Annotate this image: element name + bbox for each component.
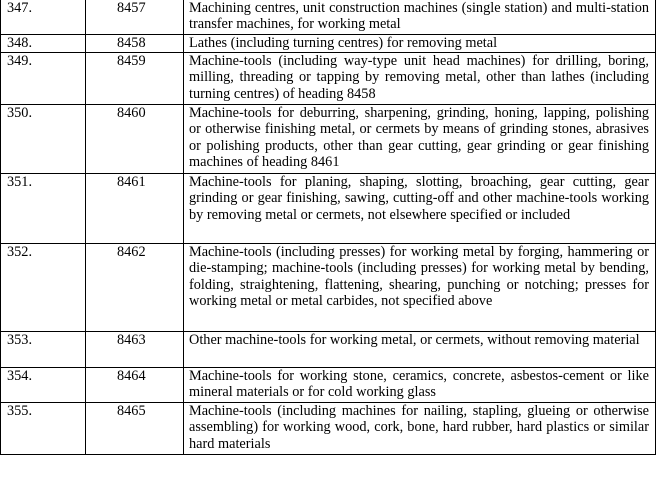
- serial-number-cell: 355.: [1, 403, 86, 455]
- table-row: [1, 35, 656, 53]
- table-row: [1, 0, 656, 35]
- description-cell: Machine-tools (including way-type unit head machines) for drilling, boring, milling, threading or tapping by removing metal, other than lathes (including turning centres) of heading 8458: [184, 53, 656, 105]
- table-row: [1, 174, 656, 244]
- heading-code-cell: 8459: [86, 53, 184, 105]
- table-row: [1, 368, 656, 403]
- description-cell: Machine-tools for working stone, ceramics, concrete, asbestos-cement or like mineral materials or for cold working glass: [184, 368, 656, 403]
- description-cell: Machine-tools (including machines for nailing, stapling, glueing or otherwise assembling) for working wood, cork, bone, hard rubber, hard plastics or similar hard materials: [184, 403, 656, 455]
- description-cell: Other machine-tools for working metal, or cermets, without removing material: [184, 332, 656, 368]
- heading-code-cell: 8463: [86, 332, 184, 368]
- heading-code-cell: 8462: [86, 244, 184, 332]
- serial-number-cell: 354.: [1, 368, 86, 403]
- serial-number-cell: 350.: [1, 105, 86, 174]
- heading-code-cell: 8457: [86, 0, 184, 35]
- table-row: [1, 244, 656, 332]
- serial-number-cell: 347.: [1, 0, 86, 35]
- description-cell: Machine-tools for planing, shaping, slotting, broaching, gear cutting, gear grinding or gear finishing, sawing, cutting-off and other machine-tools working by removing metal or cermets, not elsewhere specified or included: [184, 174, 656, 244]
- description-cell: Machine-tools for deburring, sharpening, grinding, honing, lapping, polishing or otherwise finishing metal, or cermets by means of grinding stones, abrasives or polishing products, other than gear cutting, gear grinding or gear finishing machines of heading 8461: [184, 105, 656, 174]
- description-cell: Lathes (including turning centres) for removing metal: [184, 35, 656, 53]
- heading-code-cell: 8460: [86, 105, 184, 174]
- serial-number-cell: 353.: [1, 332, 86, 368]
- heading-code-cell: 8465: [86, 403, 184, 455]
- table-row: [1, 403, 656, 455]
- serial-number-cell: 351.: [1, 174, 86, 244]
- heading-code-cell: 8458: [86, 35, 184, 53]
- table-row: [1, 105, 656, 174]
- table-row: [1, 53, 656, 105]
- heading-code-cell: 8461: [86, 174, 184, 244]
- description-cell: Machine-tools (including presses) for working metal by forging, hammering or die-stamping; machine-tools (including presses) for working metal by bending, folding, straightening, flattening, shearing, punching or notching; presses for working metal or metal carbides, not specified above: [184, 244, 656, 332]
- serial-number-cell: 349.: [1, 53, 86, 105]
- description-cell: Machining centres, unit construction machines (single station) and multi-station transfer machines, for working metal: [184, 0, 656, 35]
- serial-number-cell: 352.: [1, 244, 86, 332]
- heading-code-cell: 8464: [86, 368, 184, 403]
- serial-number-cell: 348.: [1, 35, 86, 53]
- table-row: [1, 332, 656, 368]
